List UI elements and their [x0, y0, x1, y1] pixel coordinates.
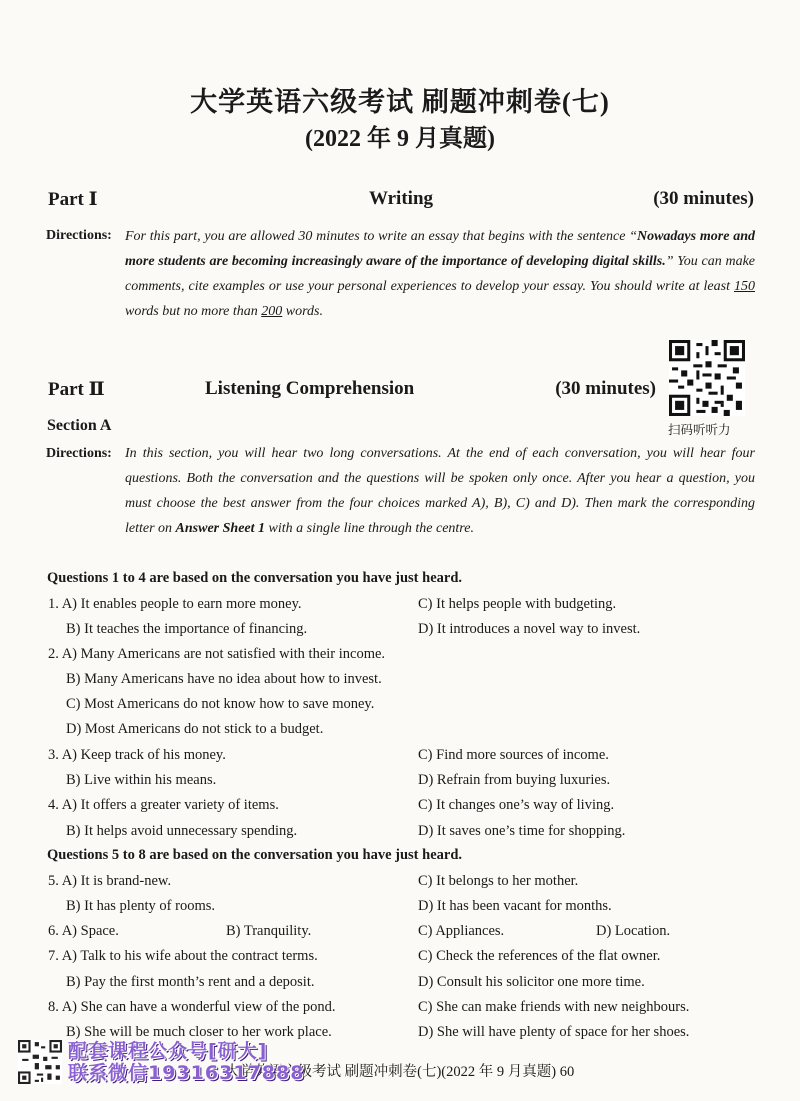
q6-option-d: D) Location. — [596, 923, 671, 939]
q8-option-b: B) She will be much closer to her work place. — [66, 1024, 332, 1040]
q8-option-a: 8. A) She can have a wonderful view of the pond. — [48, 999, 336, 1015]
dir-text-4: words. — [282, 304, 323, 319]
q1-option-b: B) It teaches the importance of financing. — [66, 621, 308, 637]
watermark-line1: 配套课程公众号[研大] — [68, 1040, 268, 1062]
answer-sheet-ref: Answer Sheet 1 — [175, 521, 266, 536]
part2-name: Listening Comprehension — [205, 378, 415, 399]
min-words: 150 — [734, 279, 755, 294]
part1-directions-text — [125, 224, 755, 324]
part1-name: Writing — [368, 188, 434, 209]
page-subtitle: (2022 年 9 月真题) — [305, 126, 495, 152]
questions-5-8-header: Questions 5 to 8 are based on the conversation you have just heard. — [47, 847, 463, 863]
q7-option-c: C) Check the references of the flat owner. — [418, 948, 661, 964]
q7-option-d: D) Consult his solicitor one more time. — [418, 974, 645, 990]
q3-option-c: C) Find more sources of income. — [418, 747, 609, 763]
q4-option-b: B) It helps avoid unnecessary spending. — [66, 823, 298, 839]
q2-option-c: C) Most Americans do not know how to save money. — [66, 696, 375, 712]
watermark-line2: 联系微信19316317888 — [68, 1062, 305, 1084]
q5-option-d: D) It has been vacant for months. — [418, 898, 612, 914]
q6-option-a: 6. A) Space. — [48, 923, 119, 939]
essay-topic: Nowadays more and more students are becoming increasingly aware of the importance of developing digital skills. — [125, 229, 755, 269]
part2-time: (30 minutes) — [555, 378, 656, 399]
part1-time: (30 minutes) — [653, 188, 754, 209]
watermark-text — [68, 1040, 304, 1084]
dir-text-3: words but no more than — [125, 304, 262, 319]
watermark-qr-icon — [18, 1040, 62, 1084]
q6-option-b: B) Tranquility. — [226, 923, 312, 939]
q5-option-c: C) It belongs to her mother. — [418, 873, 579, 889]
part2-label: Part Ⅱ — [48, 379, 105, 400]
q5-option-b: B) It has plenty of rooms. — [66, 898, 216, 914]
qr-code-icon[interactable] — [669, 340, 745, 416]
part2-directions-label: Directions: — [46, 446, 112, 461]
q6-option-c: C) Appliances. — [418, 923, 505, 939]
q2-option-b: B) Many Americans have no idea about how to invest. — [66, 671, 382, 687]
section-a-title: Section A — [47, 417, 112, 434]
q1-option-c: C) It helps people with budgeting. — [418, 596, 617, 612]
q3-option-a: 3. A) Keep track of his money. — [48, 747, 226, 763]
q2-option-d: D) Most Americans do not stick to a budget. — [66, 721, 324, 737]
q1-option-d: D) It introduces a novel way to invest. — [418, 621, 641, 637]
questions-1-4-header: Questions 1 to 4 are based on the conversation you have just heard. — [47, 570, 463, 586]
q4-option-c: C) It changes one’s way of living. — [418, 797, 615, 813]
part1-label: Part Ⅰ — [48, 189, 98, 210]
q4-option-a: 4. A) It offers a greater variety of items. — [48, 797, 279, 813]
dir2-text-2: with a single line through the centre. — [265, 521, 474, 536]
q8-option-d: D) She will have plenty of space for her shoes. — [418, 1024, 690, 1040]
q1-option-a: 1. A) It enables people to earn more money. — [48, 596, 302, 612]
q2-option-a: 2. A) Many Americans are not satisfied with their income. — [48, 646, 386, 662]
q7-option-a: 7. A) Talk to his wife about the contract terms. — [48, 948, 318, 964]
part1-directions-label: Directions: — [46, 228, 112, 243]
page-footer: 大学英语六级考试 刷题冲刺卷(七)(2022 年 9 月真题) 60 — [225, 1064, 575, 1080]
dir-text-1: For this part, you are allowed 30 minutes to write an essay that begins with the sentence “ — [125, 229, 637, 244]
dir2-text-1: In this section, you will hear two long conversations. At the end of each conversation, you will hear four questions. Both the conversation and the questions will be spoken only once. After you hear a question, you must choose the best answer from the four choices marked A), B), C) and D). Then mark the corresponding letter on — [125, 446, 755, 536]
q5-option-a: 5. A) It is brand-new. — [48, 873, 172, 889]
q3-option-d: D) Refrain from buying luxuries. — [418, 772, 611, 788]
q8-option-c: C) She can make friends with new neighbours. — [418, 999, 690, 1015]
q3-option-b: B) Live within his means. — [66, 772, 217, 788]
part2-directions-text — [125, 441, 755, 541]
q4-option-d: D) It saves one’s time for shopping. — [418, 823, 626, 839]
max-words: 200 — [261, 304, 283, 319]
q7-option-b: B) Pay the first month’s rent and a deposit. — [66, 974, 315, 990]
qr-label: 扫码听听力 — [668, 422, 731, 437]
dir-text-2: ” You can make comments, cite examples or use your personal experiences to develop your essay. You should write at least — [125, 254, 755, 294]
page-title: 大学英语六级考试 刷题冲刺卷(七) — [190, 87, 610, 117]
